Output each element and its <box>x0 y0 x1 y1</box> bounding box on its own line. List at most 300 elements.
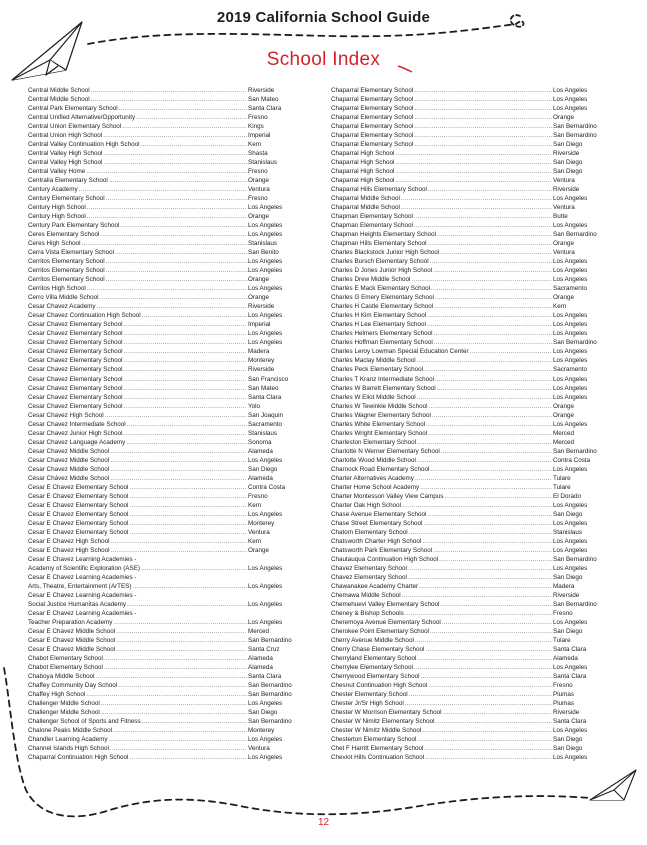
school-name: Charlotte Wood Middle School <box>331 456 416 464</box>
dot-leader <box>104 663 247 672</box>
index-entry <box>28 546 318 555</box>
dot-leader <box>428 429 552 438</box>
school-name: Cesar Chavez Elementary School <box>28 357 123 365</box>
school-name: Cesar Chavez High School <box>28 411 104 419</box>
index-entry <box>331 375 631 384</box>
county-name: Santa Clara <box>248 393 282 401</box>
index-entry <box>331 284 631 293</box>
index-entry <box>331 95 631 104</box>
county-name: Sacramento <box>553 366 587 374</box>
school-name: Cesar E Chavez Elementary School <box>28 528 129 536</box>
dot-leader <box>395 176 552 185</box>
dot-leader <box>110 465 247 474</box>
index-entry <box>28 356 318 365</box>
county-name: Stanislaus <box>248 240 278 248</box>
school-name: Chesnut Continuation High School <box>331 682 428 690</box>
index-entry <box>331 582 631 591</box>
dot-leader <box>129 492 247 501</box>
dot-leader <box>433 266 552 275</box>
dot-leader <box>122 122 247 131</box>
school-name: Charles G Emery Elementary School <box>331 294 434 302</box>
county-name: Los Angeles <box>248 258 283 266</box>
index-entry <box>331 338 631 347</box>
index-entry <box>28 212 318 221</box>
school-name: Central Middle School <box>28 87 90 94</box>
school-name: Chandler Learning Academy <box>28 736 108 744</box>
index-entry <box>28 104 318 113</box>
county-name: Butte <box>553 213 568 221</box>
index-entry <box>28 627 318 636</box>
school-name: Chapman Elementary School <box>331 213 413 221</box>
dot-leader <box>409 690 552 699</box>
dot-leader <box>82 239 248 248</box>
index-entry <box>331 618 631 627</box>
dot-leader <box>401 194 552 203</box>
index-entry <box>331 492 631 501</box>
school-name: Cesar E Chavez Elementary School <box>28 483 129 491</box>
index-entry <box>28 239 318 248</box>
paper-plane-icon <box>590 770 636 800</box>
school-name: Cesar Chavez Elementary School <box>28 348 123 356</box>
index-entry <box>28 302 318 311</box>
school-name: Charles W Barrett Elementary School <box>331 384 436 392</box>
index-entry <box>331 708 631 717</box>
index-entry <box>331 86 631 95</box>
dot-leader <box>422 726 552 735</box>
index-entry <box>331 365 631 374</box>
dot-leader <box>124 402 248 411</box>
county-name: San Bernardino <box>553 123 597 131</box>
school-name: César Chávez Middle School <box>28 474 110 482</box>
school-name: Chaparral High School <box>331 177 395 185</box>
county-name: Monterey <box>248 357 275 365</box>
county-name: Ventura <box>248 186 270 194</box>
school-name: Chaparral Middle School <box>331 204 400 212</box>
county-name: Los Angeles <box>248 312 283 320</box>
index-entry <box>331 248 631 257</box>
dot-leader <box>428 681 552 690</box>
dot-leader <box>437 230 552 239</box>
dot-leader <box>124 356 248 365</box>
index-entry <box>28 528 318 537</box>
dot-leader <box>97 302 247 311</box>
county-name: Los Angeles <box>553 375 588 383</box>
county-name: Los Angeles <box>553 546 588 554</box>
dot-leader <box>437 384 552 393</box>
dot-leader <box>111 546 247 555</box>
index-entry <box>331 266 631 275</box>
school-name: Central Valley High School <box>28 159 103 167</box>
county-name: San Mateo <box>248 96 279 104</box>
index-entry <box>331 356 631 365</box>
dot-leader <box>91 95 247 104</box>
county-name: Los Angeles <box>553 276 588 284</box>
index-entry <box>331 203 631 212</box>
index-entry <box>331 221 631 230</box>
school-name: Chavez Elementary School <box>331 564 407 572</box>
index-entry <box>331 429 631 438</box>
dot-leader <box>142 717 247 726</box>
dot-leader <box>96 672 247 681</box>
county-name: Merced <box>553 438 574 446</box>
school-name: Chester Jr/Sr High School <box>331 700 404 708</box>
school-name: Cerritos High School <box>28 285 86 293</box>
county-name: Riverside <box>553 709 580 717</box>
index-entry <box>331 311 631 320</box>
school-name: Charles Leroy Lowman Special Education Center <box>331 348 469 356</box>
index-entry <box>28 600 318 609</box>
county-name: San Bernardino <box>248 682 292 690</box>
county-name: Los Angeles <box>248 582 283 590</box>
county-name: Contra Costa <box>553 456 591 464</box>
dot-leader <box>124 365 248 374</box>
school-name: Charles Wright Elementary School <box>331 429 428 437</box>
dot-leader <box>414 131 552 140</box>
dot-leader <box>120 221 247 230</box>
index-entry <box>331 591 631 600</box>
index-entry <box>331 537 631 546</box>
school-name: Cherrywood Elementary School <box>331 673 420 681</box>
index-entry <box>331 645 631 654</box>
county-name: Sacramento <box>553 285 587 293</box>
county-name: Los Angeles <box>248 267 283 275</box>
index-entry <box>28 591 318 600</box>
school-name: Charles T Kranz Intermediate School <box>331 375 435 383</box>
dot-leader <box>106 266 247 275</box>
dot-leader <box>430 627 552 636</box>
dot-leader <box>432 411 552 420</box>
school-name: Chester Elementary School <box>331 691 408 699</box>
dot-leader <box>124 347 248 356</box>
index-entry <box>331 672 631 681</box>
school-name: Century High School <box>28 204 86 212</box>
index-entry <box>28 582 318 591</box>
county-name: Los Angeles <box>248 564 283 572</box>
county-name: Los Angeles <box>248 222 283 230</box>
dot-leader <box>106 275 247 284</box>
index-entry <box>331 402 631 411</box>
school-name: Charles W Eliot Middle School <box>331 393 416 401</box>
dot-leader <box>395 158 552 167</box>
county-name: Orange <box>248 213 270 221</box>
school-name: Cesar Chavez Intermediate School <box>28 420 126 428</box>
dot-leader <box>129 519 247 528</box>
dot-leader <box>124 429 248 438</box>
dot-leader <box>417 735 552 744</box>
index-entry <box>28 347 318 356</box>
index-entry <box>331 239 631 248</box>
index-entry <box>28 672 318 681</box>
county-name: Riverside <box>553 186 580 194</box>
dot-leader <box>115 248 247 257</box>
county-name: San Francisco <box>248 375 289 383</box>
school-name: Charter Alternatives Academy <box>331 474 414 482</box>
county-name: Riverside <box>248 87 275 94</box>
index-entry <box>331 519 631 528</box>
school-name: Chabot Elementary School <box>28 664 103 671</box>
county-name: Orange <box>553 402 575 410</box>
dot-leader <box>116 627 247 636</box>
dot-leader <box>434 302 552 311</box>
school-name: Charles H Kim Elementary School <box>331 312 427 320</box>
index-entry <box>331 140 631 149</box>
dot-leader <box>87 212 247 221</box>
index-entry <box>28 402 318 411</box>
county-name: San Mateo <box>248 384 279 392</box>
school-name: Chaboya Middle School <box>28 673 95 681</box>
county-name: Los Angeles <box>553 312 588 320</box>
dot-leader <box>402 591 552 600</box>
index-entry <box>28 338 318 347</box>
county-name: Fresno <box>248 168 268 176</box>
school-name: Chaparral High School <box>331 159 395 167</box>
dot-leader <box>402 501 552 510</box>
school-name: Cherry Chase Elementary School <box>331 645 425 653</box>
county-name: Los Angeles <box>553 393 588 401</box>
index-entry <box>28 194 318 203</box>
dot-leader <box>439 555 552 564</box>
dot-leader <box>414 663 552 672</box>
school-name: Ceres Elementary School <box>28 231 100 239</box>
county-name: Los Angeles <box>553 105 588 113</box>
index-entry <box>28 492 318 501</box>
school-name: Cesar Chavez Elementary School <box>28 393 123 401</box>
dot-leader <box>435 375 552 384</box>
dot-leader <box>395 167 552 176</box>
county-name: Riverside <box>553 150 580 158</box>
county-name: Monterey <box>248 519 275 527</box>
school-name: Cerritos Elementary School <box>28 276 105 284</box>
school-name: Century Elementary School <box>28 195 105 203</box>
dot-leader <box>414 104 552 113</box>
county-name: Merced <box>553 429 574 437</box>
county-name: Sacramento <box>248 420 282 428</box>
dot-leader <box>424 744 552 753</box>
school-name: Cheney & Bishop Schools <box>331 609 404 617</box>
index-entry <box>331 275 631 284</box>
dot-leader <box>86 167 247 176</box>
county-name: Los Angeles <box>553 501 588 509</box>
index-entry <box>331 257 631 266</box>
school-name: Chester W Nimitz Middle School <box>331 727 422 735</box>
dot-leader <box>141 140 247 149</box>
index-entry <box>331 149 631 158</box>
county-name: Madera <box>553 582 575 590</box>
county-name: Ventura <box>553 204 575 212</box>
county-name: Kern <box>553 303 567 311</box>
dot-leader <box>414 122 552 131</box>
school-name: Chet F Harritt Elementary School <box>331 745 424 753</box>
index-entry <box>331 636 631 645</box>
school-name: Chaparral Middle School <box>331 195 400 203</box>
county-name: Riverside <box>248 303 275 311</box>
county-name: San Diego <box>553 168 583 176</box>
school-name: Cesar Chavez Continuation High School <box>28 312 141 320</box>
school-name: Chatsworth Charter High School <box>331 537 422 545</box>
school-name: Teacher Preparation Academy <box>28 618 113 626</box>
index-entry <box>28 735 318 744</box>
index-entry <box>28 717 318 726</box>
dot-leader <box>101 708 247 717</box>
index-entry <box>28 438 318 447</box>
dot-leader <box>414 95 552 104</box>
dot-leader <box>113 726 247 735</box>
dot-leader <box>86 690 247 699</box>
school-name: Cesar E Chavez Learning Academies - <box>28 555 137 563</box>
school-name: Chatsworth Park Elementary School <box>331 546 433 554</box>
index-entry <box>331 699 631 708</box>
dot-leader <box>425 753 552 762</box>
county-name: Los Angeles <box>553 465 588 473</box>
county-name: El Dorado <box>553 492 582 500</box>
county-name: Alameda <box>248 474 273 482</box>
school-name: Cesar E Chavez Middle School <box>28 627 116 635</box>
index-entry <box>331 212 631 221</box>
index-entry <box>28 329 318 338</box>
index-entry <box>28 293 318 302</box>
index-entry <box>28 456 318 465</box>
school-name: Central Unified Alternative/Opportunity <box>28 114 136 122</box>
dot-leader <box>443 708 552 717</box>
index-entry <box>331 185 631 194</box>
school-name: Charles Hoffman Elementary School <box>331 339 433 347</box>
dot-leader <box>426 420 552 429</box>
county-name: Orange <box>553 240 575 248</box>
index-entry <box>28 573 318 582</box>
dot-leader <box>433 546 552 555</box>
index-entry <box>28 654 318 663</box>
school-name: Central Valley Continuation High School <box>28 141 140 149</box>
school-name: Cesar E Chavez Learning Academies - <box>28 573 137 581</box>
dot-leader <box>124 329 248 338</box>
county-name: Santa Clara <box>553 645 587 653</box>
county-name: Orange <box>248 276 270 284</box>
dot-leader <box>419 582 552 591</box>
dot-leader <box>427 320 552 329</box>
dot-leader <box>87 284 247 293</box>
county-name: Los Angeles <box>553 258 588 266</box>
index-entry <box>28 248 318 257</box>
index-entry <box>28 393 318 402</box>
index-entry <box>28 176 318 185</box>
county-name: Yolo <box>248 402 261 410</box>
school-name: Cesar Chavez Middle School <box>28 447 110 455</box>
school-name: Cheviot Hills Continuation School <box>331 754 425 762</box>
index-entry <box>28 645 318 654</box>
county-name: Kern <box>248 501 262 509</box>
county-name: Alameda <box>248 664 273 671</box>
dot-leader <box>103 149 247 158</box>
school-name: Chapman Hills Elementary School <box>331 240 427 248</box>
dot-leader <box>91 86 247 95</box>
county-name: Fresno <box>248 114 268 122</box>
school-name: Cesar E Chavez Elementary School <box>28 519 129 527</box>
index-entry <box>331 131 631 140</box>
county-name: Stanislaus <box>553 528 583 536</box>
index-entry <box>331 411 631 420</box>
school-name: Chawanakee Academy Charter <box>331 582 419 590</box>
county-name: Los Angeles <box>248 754 283 762</box>
school-name: Cesar E Chavez Learning Academies - <box>28 591 137 599</box>
index-entry <box>331 573 631 582</box>
index-entry <box>331 438 631 447</box>
county-name: San Diego <box>553 573 583 581</box>
school-name: Charles Peck Elementary School <box>331 366 424 374</box>
dot-leader <box>434 338 552 347</box>
county-name: Los Angeles <box>248 231 283 239</box>
county-name: San Diego <box>248 465 278 473</box>
county-name: Los Angeles <box>553 564 588 572</box>
school-name: Charles White Elementary School <box>331 420 426 428</box>
dot-leader <box>129 483 247 492</box>
index-entry <box>28 86 318 95</box>
dot-leader <box>401 203 552 212</box>
dot-leader <box>411 275 552 284</box>
county-name: Los Angeles <box>248 700 283 708</box>
county-name: San Bernardino <box>553 447 597 455</box>
index-entry <box>28 140 318 149</box>
dot-leader <box>124 375 248 384</box>
index-entry <box>331 194 631 203</box>
dot-leader <box>124 320 248 329</box>
school-name: Cherryland Elementary School <box>331 654 417 662</box>
school-name: Cesar Chavez Elementary School <box>28 402 123 410</box>
dot-leader <box>129 528 247 537</box>
school-name: Chaparral Elementary School <box>331 96 414 104</box>
county-name: Fresno <box>248 492 268 500</box>
dot-leader <box>415 474 552 483</box>
school-name: Charles H Castle Elementary School <box>331 303 434 311</box>
school-name: Chaparral Continuation High School <box>28 754 129 762</box>
county-name: Fresno <box>248 195 268 203</box>
school-name: Cerritos Elementary School <box>28 258 105 266</box>
index-entry <box>28 167 318 176</box>
county-name: San Bernardino <box>248 636 292 644</box>
index-entry <box>28 699 318 708</box>
dot-leader <box>126 438 247 447</box>
county-name: Kings <box>248 123 264 131</box>
index-entry <box>28 447 318 456</box>
dot-leader <box>436 717 552 726</box>
dot-leader <box>405 609 552 618</box>
dot-leader <box>440 600 552 609</box>
index-entry <box>331 690 631 699</box>
dot-leader <box>395 149 552 158</box>
school-name: Central Park Elementary School <box>28 105 118 113</box>
dot-leader <box>105 411 247 420</box>
index-entry <box>28 618 318 627</box>
dot-leader <box>101 699 247 708</box>
dot-leader <box>417 356 552 365</box>
dot-leader <box>414 221 552 230</box>
dot-leader <box>110 744 247 753</box>
index-entry <box>331 681 631 690</box>
school-name: Cesar Chavez Middle School <box>28 465 110 473</box>
county-name: Shasta <box>248 150 268 158</box>
school-name: Cheremoya Avenue Elementary School <box>331 618 441 626</box>
county-name: San Bernardino <box>553 132 597 140</box>
dot-leader <box>414 140 552 149</box>
dot-leader <box>427 510 552 519</box>
county-name: Los Angeles <box>248 339 283 347</box>
dot-leader <box>434 329 553 338</box>
index-entry <box>28 510 318 519</box>
index-column-right <box>331 86 631 762</box>
county-name: Los Angeles <box>248 510 283 518</box>
dot-leader <box>142 311 247 320</box>
county-name: Los Angeles <box>553 321 588 329</box>
school-name: Chester W Morrison Elementary School <box>331 709 442 717</box>
